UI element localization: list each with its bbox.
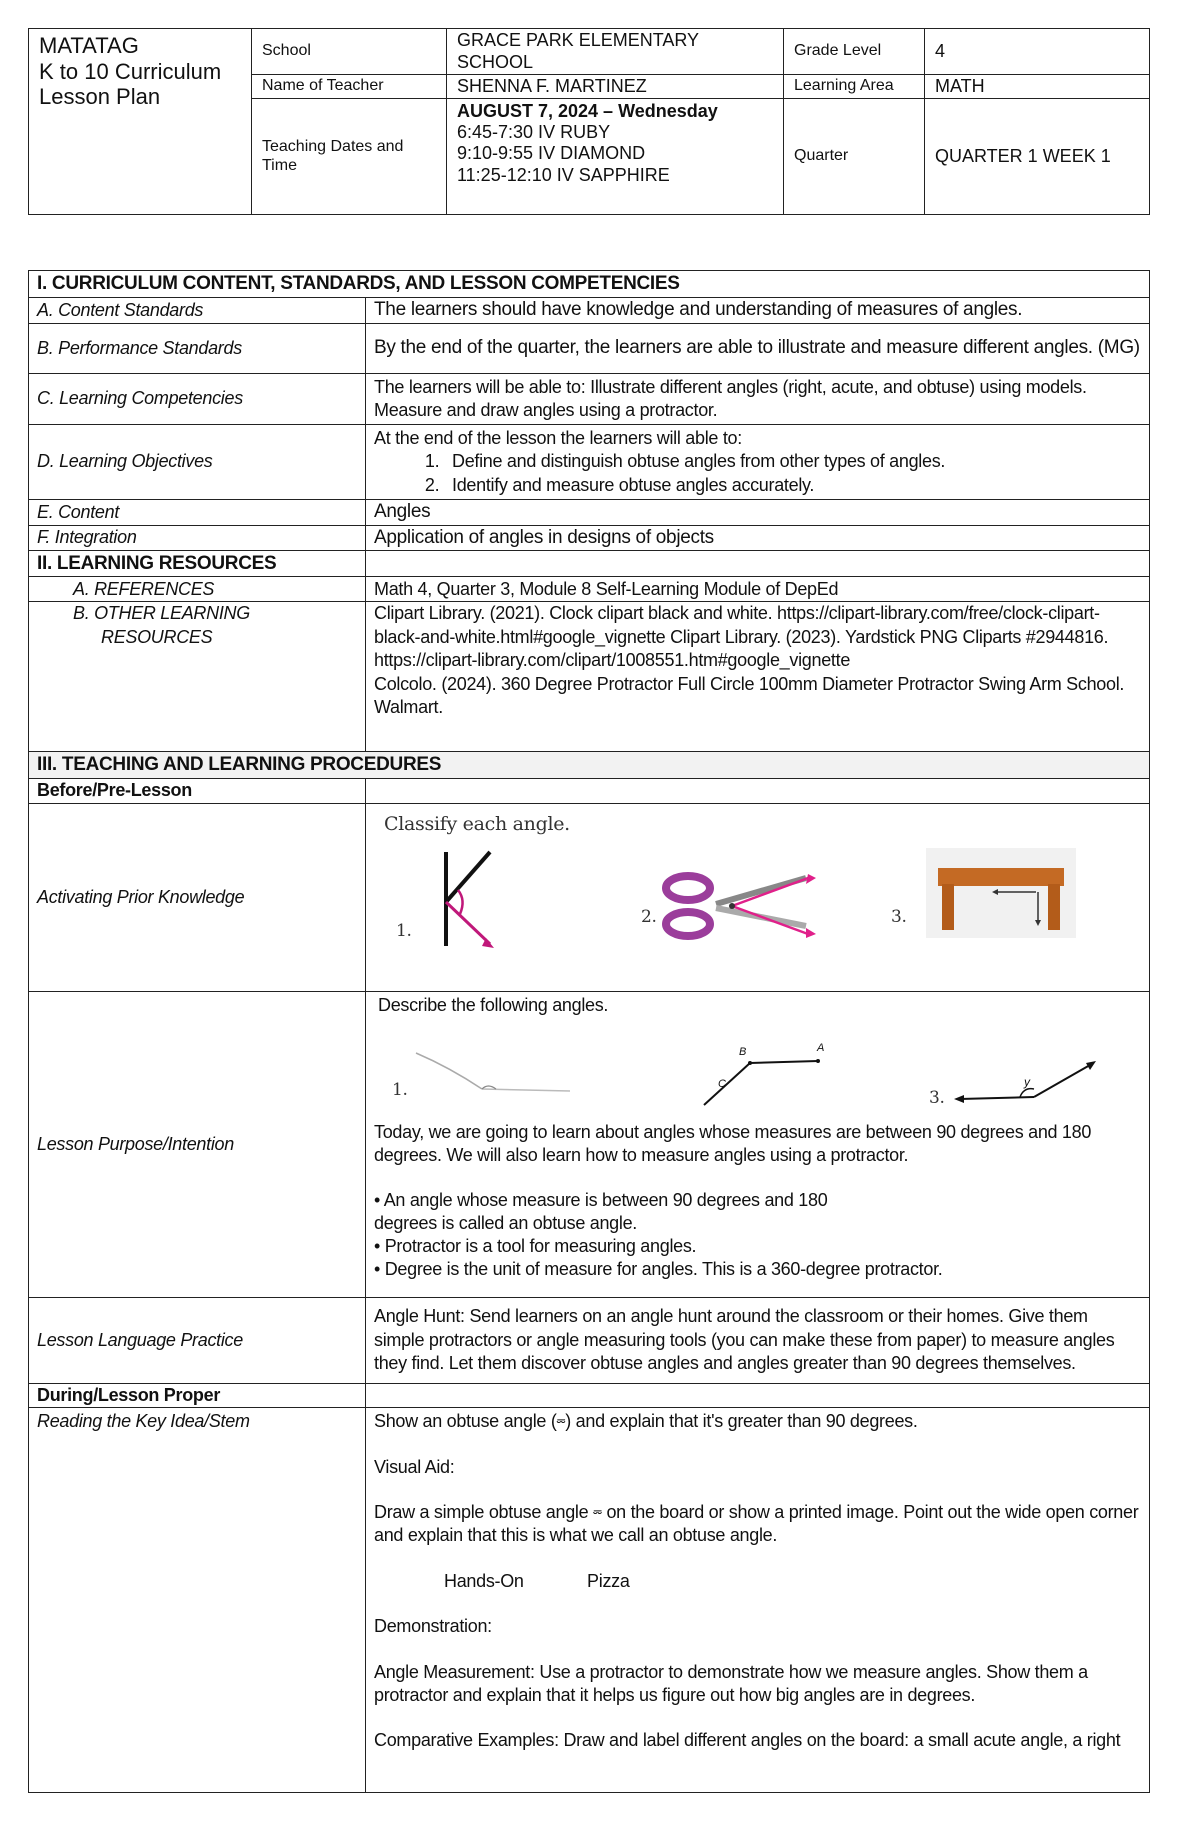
grade-label: Grade Level [784, 29, 925, 75]
school-line: SCHOOL [457, 51, 534, 72]
integration-value: Application of angles in designs of objects [366, 525, 1150, 551]
teacher-label: Name of Teacher [252, 75, 447, 99]
quarter-value: QUARTER 1 WEEK 1 [925, 99, 1150, 215]
spacer [374, 1548, 1141, 1570]
spacer [374, 1434, 1141, 1456]
quarter-label: Quarter [784, 99, 925, 215]
before-lesson-label: Before/Pre-Lesson [29, 779, 366, 803]
vertex-letter: B [739, 1046, 747, 1059]
demonstration-label: Demonstration: [374, 1616, 492, 1637]
apk-label: Activating Prior Knowledge [29, 803, 366, 991]
key-line [374, 1410, 1141, 1433]
objective-item: 1. Define and distinguish obtuse angles from other types of angles. [444, 450, 1141, 473]
other-label-line: RESOURCES [101, 626, 213, 647]
describe-title: Describe the following angles. [378, 994, 609, 1015]
spacer [374, 1167, 1141, 1189]
objective-item: 2. Identify and measure obtuse angles accurately. [444, 474, 1141, 497]
resource-entry: Clipart Library. (2021). Clock clipart black and white. https://clipart-library.com/free/clock-clipart-black-and-white.html#google_vignette Clipart Library. (2023). Yardstick PNG Cliparts #2944816. https://clipart-library.com/clipart/1008551.htm#google_vignette [374, 603, 1109, 671]
section-3-title: III. TEACHING AND LEARNING PROCEDURES [29, 752, 1150, 779]
vertex-letter: C [718, 1078, 726, 1091]
classify-number: 2. [641, 906, 657, 927]
hands-on-line [374, 1570, 1141, 1593]
classify-title: Classify each angle. [384, 812, 570, 835]
practice-label: Lesson Language Practice [29, 1297, 366, 1383]
area-label: Learning Area [784, 75, 925, 99]
integration-label: F. Integration [29, 525, 366, 551]
objectives-list [374, 450, 1141, 497]
brand-line: K to 10 Curriculum [39, 58, 222, 84]
content-standards-label: A. Content Standards [29, 298, 366, 324]
hands-on-text: Hands-On [444, 1570, 524, 1591]
draw-line [374, 1501, 1141, 1548]
during-lesson-empty [366, 1383, 1150, 1407]
performance-label: B. Performance Standards [29, 324, 366, 374]
angle-measurement-text: Angle Measurement: Use a protractor to demonstrate how we measure angles. Show them a protractor and explain that it helps us figure out how big angles are in degrees. [374, 1661, 1088, 1705]
section-1-title: I. CURRICULUM CONTENT, STANDARDS, AND LESSON COMPETENCIES [29, 271, 1150, 298]
table-icon [926, 848, 1076, 938]
date-slot: 9:10-9:55 IV DIAMOND [457, 143, 646, 164]
dates-value [447, 99, 784, 215]
classify-number: 3. [891, 906, 907, 927]
other-resources-value [366, 602, 1150, 752]
spacer [374, 1707, 1141, 1729]
apk-content [366, 803, 1150, 991]
visual-aid-label: Visual Aid: [374, 1456, 455, 1477]
competencies-label: C. Learning Competencies [29, 374, 366, 425]
classify-number: 1. [396, 920, 412, 941]
obtuse-angle-icon: ⏔ [593, 1504, 602, 1521]
school-value [447, 29, 784, 75]
references-label: A. REFERENCES [29, 577, 366, 602]
classify-figure [366, 804, 1149, 990]
dates-label: Teaching Dates and Time [252, 99, 447, 215]
brand-line: MATATAG [39, 33, 139, 58]
date-main: AUGUST 7, 2024 – Wednesday [457, 101, 718, 121]
during-lesson-label: During/Lesson Proper [29, 1383, 366, 1407]
school-line: GRACE PARK ELEMENTARY [457, 30, 700, 51]
draw-text: on the board or show a printed image. Point out the wide open corner and explain that this is what we call an obtuse angle. [374, 1501, 1139, 1546]
purpose-bullet: degrees is called an obtuse angle. [374, 1213, 637, 1234]
main-table [28, 270, 1150, 1793]
other-resources-label [29, 602, 366, 752]
purpose-bullet: • Degree is the unit of measure for angles. This is a 360-degree protractor. [374, 1259, 943, 1280]
brand-line: Lesson Plan [39, 84, 161, 110]
purpose-bullet: • Protractor is a tool for measuring angles. [374, 1236, 697, 1257]
describe-number: 1. [392, 1080, 408, 1101]
practice-text: Angle Hunt: Send learners on an angle hunt around the classroom or their homes. Give them simple protractors or angle measuring tools (you can make these from paper) to measure angles they find. Let them discover obtuse angles and angles greater than 90 degrees themselves. [366, 1297, 1150, 1383]
vertex-letter: A [817, 1042, 825, 1055]
obtuse-angle-icon: ⏔ [556, 1414, 566, 1431]
purpose-text: Today, we are going to learn about angles whose measures are between 90 degrees and 180 degrees. We will also learn how to measure angles using a protractor. [374, 1122, 1092, 1166]
angle-1-icon [416, 1053, 570, 1091]
objectives-value [366, 425, 1150, 500]
comparative-text: Comparative Examples: Draw and label different angles on the board: a small acute angle, a right [374, 1730, 1121, 1751]
key-text: ) and explain that it's greater than 90 degrees. [565, 1411, 918, 1432]
section-2-title: II. LEARNING RESOURCES [29, 551, 366, 577]
spacer [374, 1479, 1141, 1501]
key-idea-label: Reading the Key Idea/Stem [29, 1408, 366, 1793]
vertex-letter: y [1024, 1075, 1030, 1090]
objectives-label: D. Learning Objectives [29, 425, 366, 500]
purpose-bullet: • An angle whose measure is between 90 degrees and 180 [374, 1190, 828, 1211]
describe-number: 3. [929, 1088, 945, 1109]
other-label-line: B. OTHER LEARNING [73, 603, 250, 624]
describe-figure [374, 1017, 1141, 1121]
teacher-value: SHENNA F. MARTINEZ [447, 75, 784, 99]
objectives-intro: At the end of the lesson the learners will able to: [374, 427, 742, 448]
scissors-icon [666, 874, 816, 938]
content-label: E. Content [29, 500, 366, 526]
content-value: Angles [366, 500, 1150, 526]
competencies-value: The learners will be able to: Illustrate different angles (right, acute, and obtuse) using models. Measure and draw angles using a protractor. [366, 374, 1150, 425]
school-label: School [252, 29, 447, 75]
area-value: MATH [925, 75, 1150, 99]
header-table [28, 28, 1150, 215]
key-text: Show an obtuse angle ( [374, 1411, 557, 1432]
date-slot: 6:45-7:30 IV RUBY [457, 122, 611, 143]
describe-images [374, 1017, 1194, 1121]
date-slot: 11:25-12:10 IV SAPPHIRE [457, 164, 670, 185]
content-standards-value: The learners should have knowledge and understanding of measures of angles. [366, 298, 1150, 324]
performance-value: By the end of the quarter, the learners are able to illustrate and measure different angles. (MG) [366, 324, 1150, 374]
draw-text: Draw a simple obtuse angle [374, 1501, 594, 1522]
before-lesson-empty [366, 779, 1150, 803]
references-value: Math 4, Quarter 3, Module 8 Self-Learning Module of DepEd [366, 577, 1150, 602]
section-2-empty [366, 551, 1150, 577]
brand-block [29, 29, 252, 215]
spacer [374, 1639, 1141, 1661]
grade-value: 4 [925, 29, 1150, 75]
pizza-text: Pizza [587, 1570, 630, 1591]
resource-entry: Colcolo. (2024). 360 Degree Protractor Full Circle 100mm Diameter Protractor Swing Arm School. Walmart. [374, 673, 1125, 717]
classify-images [386, 838, 1200, 978]
key-idea-content [366, 1408, 1150, 1793]
spacer [374, 1593, 1141, 1615]
purpose-label: Lesson Purpose/Intention [29, 991, 366, 1297]
purpose-content [366, 991, 1150, 1297]
angle-1-icon [446, 852, 494, 948]
